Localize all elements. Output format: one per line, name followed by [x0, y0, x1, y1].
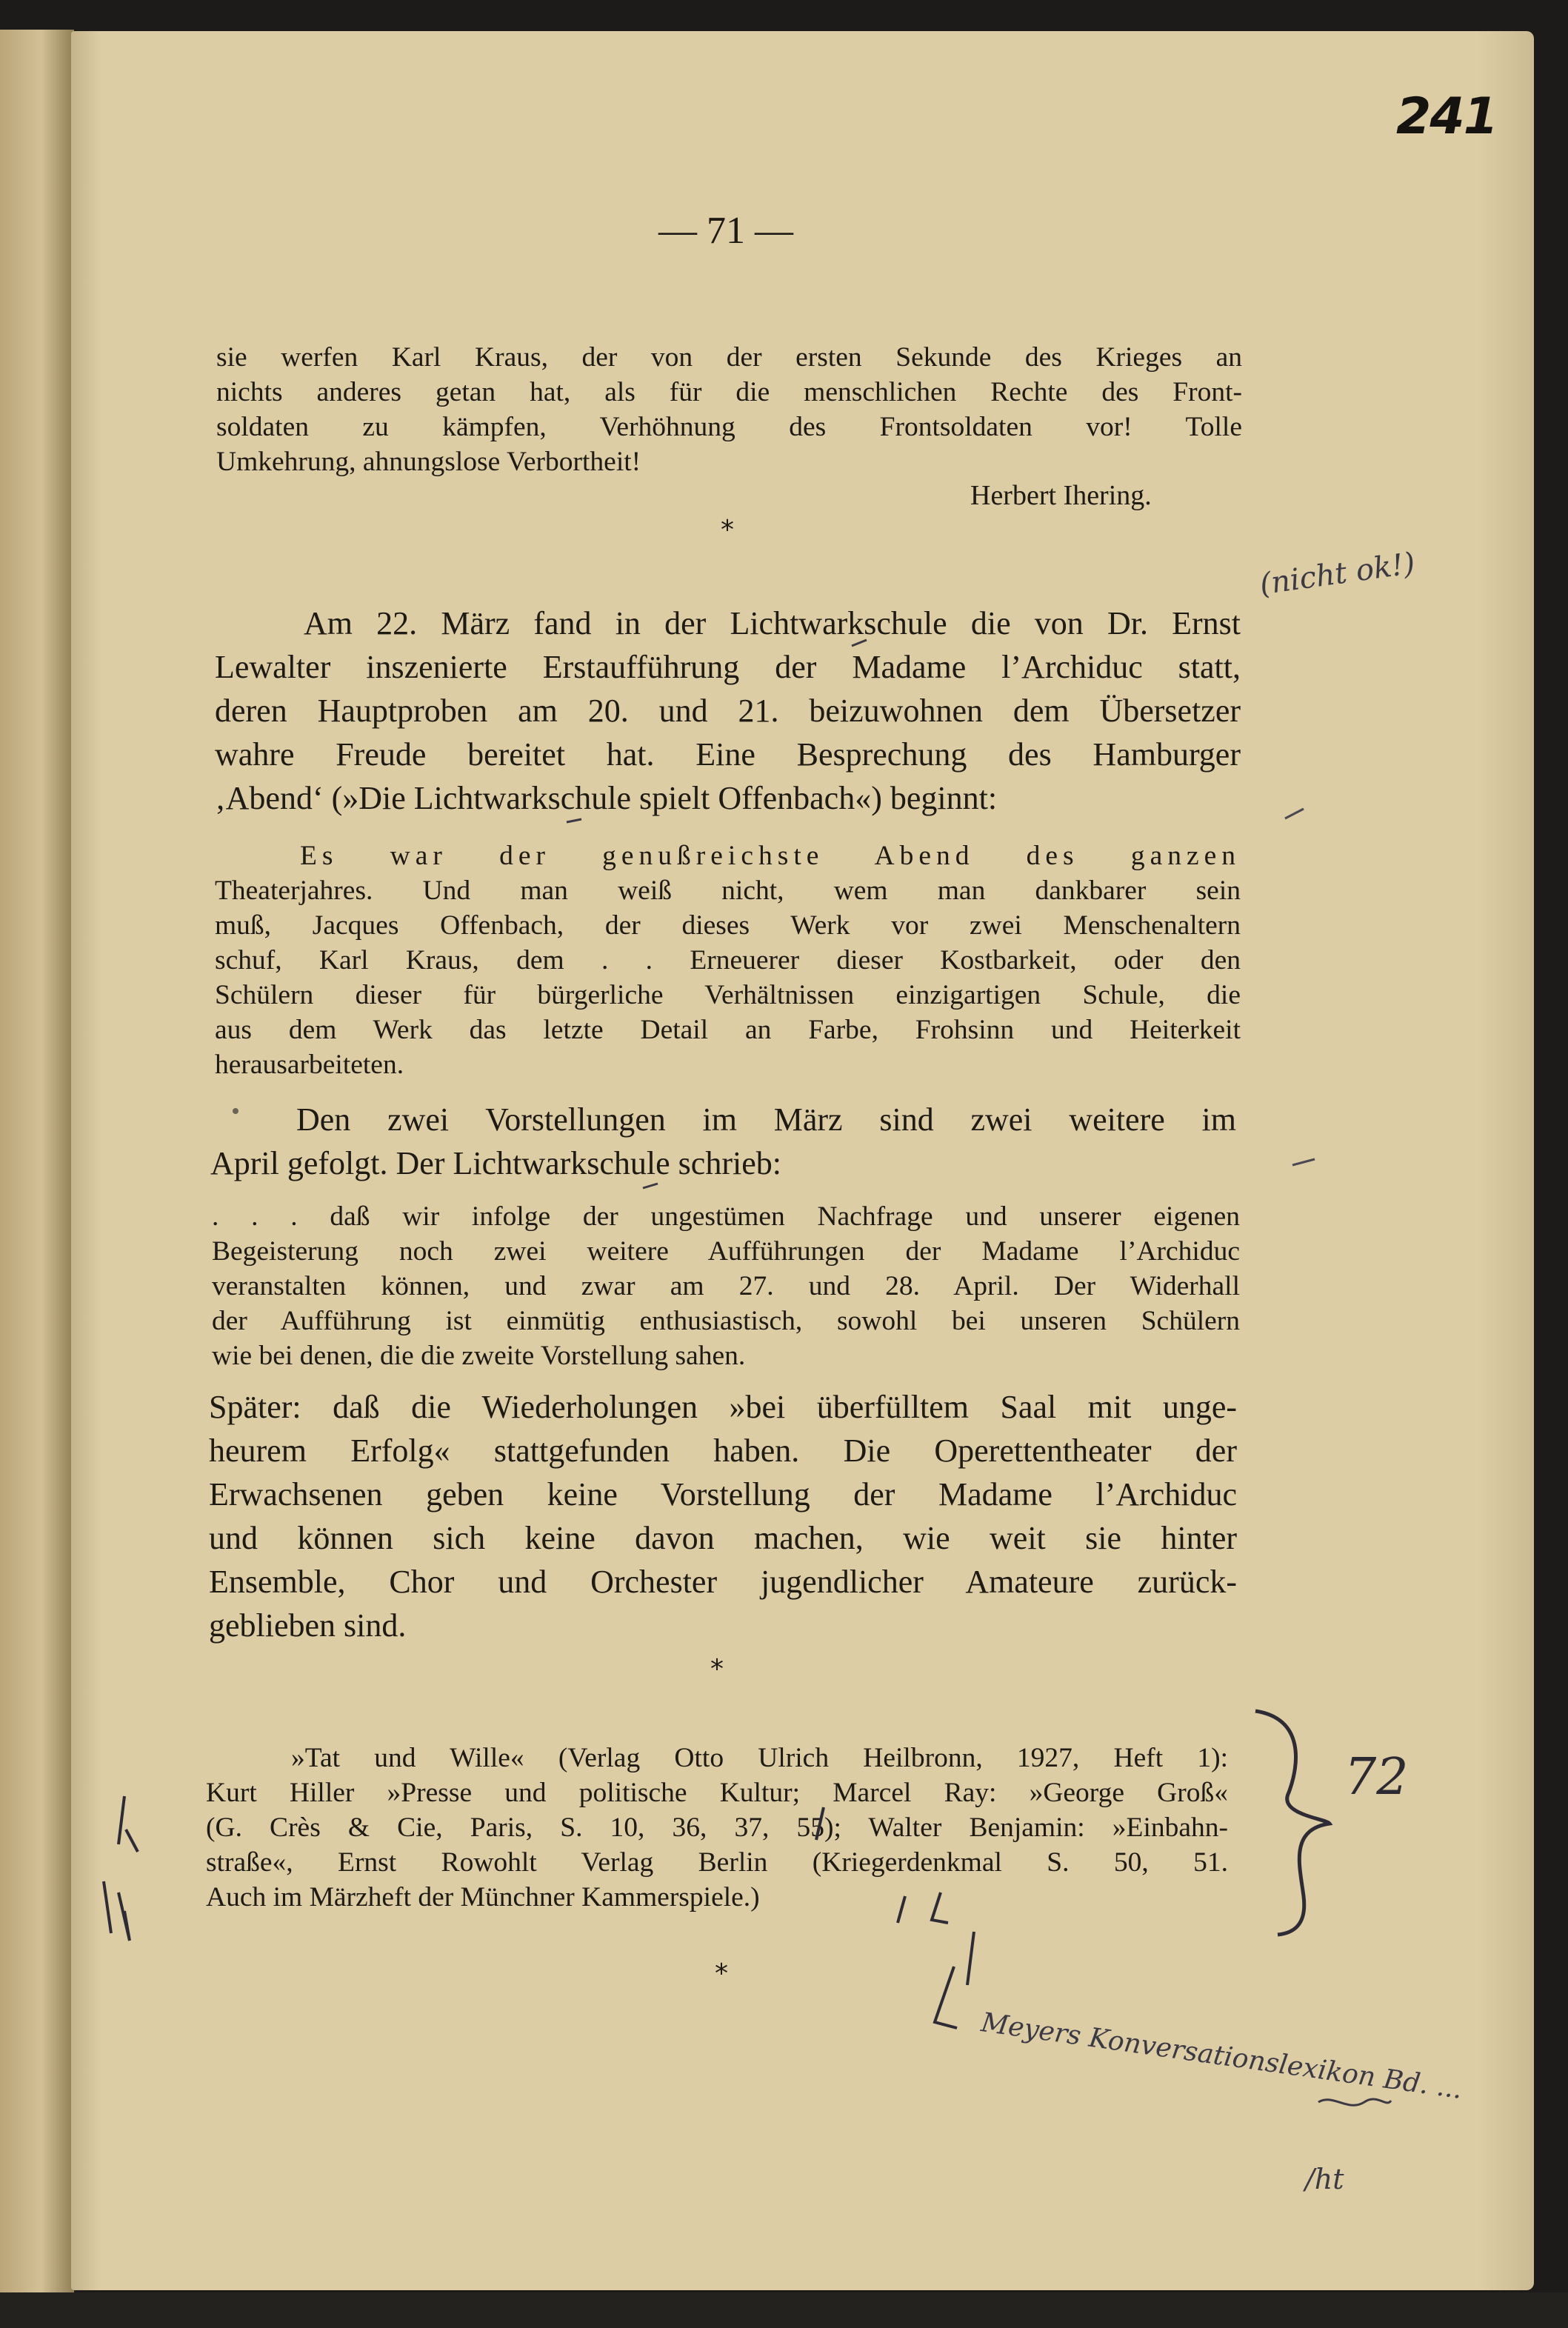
margin-mark	[119, 1796, 138, 1852]
text-line: Begeisterung noch zwei weitere Aufführungen der Madame l’Archiduc	[212, 1236, 1240, 1267]
text-line: Kurt Hiller »Presse und politische Kultur; Marcel Ray: »George Groß«	[206, 1778, 1228, 1808]
text-line: geblieben sind.	[209, 1607, 407, 1644]
curly-bracket-mark	[1255, 1711, 1330, 1935]
signature-herbert-ihering: Herbert Ihering.	[970, 480, 1152, 511]
text-line: herausarbeiteten.	[215, 1050, 404, 1080]
insertion-mark	[852, 640, 867, 646]
margin-tick	[1292, 1159, 1315, 1165]
handwritten-note-bottom: Meyers Konversationslexikon Bd. ...	[979, 2007, 1464, 2106]
text-line: ‚Abend‘ (»Die Lichtwarkschule spielt Offenbach«) beginnt:	[215, 780, 998, 816]
text-line: Den zwei Vorstellungen im März sind zwei weitere im	[296, 1101, 1236, 1138]
text-line: heurem Erfolg« stattgefunden haben. Die Operettentheater der	[209, 1433, 1237, 1469]
text-line: nichts anderes getan hat, als für die menschlichen Rechte des Front-	[216, 377, 1242, 407]
handwritten-bracket-number: 72	[1344, 1748, 1409, 1807]
handwritten-folio-number: 241	[1396, 87, 1497, 146]
margin-tick	[1285, 809, 1304, 818]
text-line: soldaten zu kämpfen, Verhöhnung des Frontsoldaten vor! Tolle	[216, 412, 1242, 442]
handwritten-note-top-right: (nicht ok!)	[1257, 546, 1418, 602]
text-line: »Tat und Wille« (Verlag Otto Ulrich Heilbronn, 1927, Heft 1):	[291, 1743, 1228, 1773]
text-line: Später: daß die Wiederholungen »bei überfülltem Saal mit unge-	[209, 1389, 1237, 1425]
insertion-mark	[567, 819, 581, 822]
page-number: — 71 —	[658, 210, 793, 252]
slash-mark	[898, 1892, 948, 1923]
corner-bracket-mark	[935, 1967, 957, 2028]
handwritten-mark-bottom: /ht	[1305, 2163, 1344, 2195]
text-line: und können sich keine davon machen, wie weit sie hinter	[209, 1520, 1237, 1556]
text-line: wahre Freude bereitet hat. Eine Besprechung des Hamburger	[215, 736, 1241, 773]
text-line: Umkehrung, ahnungslose Verbortheit!	[216, 447, 641, 477]
text-line: muß, Jacques Offenbach, der dieses Werk vor zwei Menschenaltern	[215, 910, 1241, 941]
text-line: April gefolgt. Der Lichtwarkschule schrieb:	[210, 1145, 781, 1181]
slash-mark	[816, 1807, 824, 1840]
text-line: deren Hauptproben am 20. und 21. beizuwohnen dem Übersetzer	[215, 693, 1241, 729]
insertion-mark	[643, 1184, 658, 1188]
text-line: Auch im Märzheft der Münchner Kammerspiele.)	[206, 1882, 760, 1912]
section-separator: *	[721, 515, 734, 545]
text-line: Lewalter inszenierte Erstaufführung der Madame l’Archiduc statt,	[215, 649, 1241, 685]
text-line: Es war der genußreichste Abend des ganzen	[300, 841, 1241, 871]
text-line: . . . daß wir infolge der ungestümen Nachfrage und unserer eigenen	[212, 1201, 1240, 1232]
text-line: Theaterjahres. Und man weiß nicht, wem man dankbarer sein	[215, 875, 1241, 906]
text-line: Am 22. März fand in der Lichtwarkschule die von Dr. Ernst	[304, 605, 1241, 641]
text-line: der Aufführung ist einmütig enthusiastisch, sowohl bei unseren Schülern	[212, 1306, 1240, 1336]
text-line: Erwachsenen geben keine Vorstellung der Madame l’Archiduc	[209, 1476, 1237, 1512]
text-line: sie werfen Karl Kraus, der von der ersten Sekunde des Krieges an	[216, 342, 1242, 373]
text-line: wie bei denen, die die zweite Vorstellung sahen.	[212, 1341, 746, 1371]
text-line: veranstalten können, und zwar am 27. und 28. April. Der Widerhall	[212, 1271, 1240, 1301]
text-line: Schülern dieser für bürgerliche Verhältnissen einzigartigen Schule, die	[215, 980, 1241, 1010]
text-line: Ensemble, Chor und Orchester jugendlicher Amateure zurück-	[209, 1564, 1237, 1600]
text-line: aus dem Werk das letzte Detail an Farbe, Frohsinn und Heiterkeit	[215, 1015, 1241, 1045]
text-line: schuf, Karl Kraus, dem . . Erneuerer dieser Kostbarkeit, oder den	[215, 945, 1241, 975]
section-separator: *	[710, 1654, 724, 1684]
margin-mark	[104, 1881, 130, 1941]
margin-tick	[1318, 2099, 1391, 2105]
text-line: straße«, Ernst Rowohlt Verlag Berlin (Kriegerdenkmal S. 50, 51.	[206, 1847, 1228, 1878]
section-separator: *	[715, 1958, 728, 1989]
vertical-stroke-mark	[967, 1932, 974, 1985]
text-line: (G. Crès & Cie, Paris, S. 10, 36, 37, 55); Walter Benjamin: »Einbahn-	[206, 1812, 1228, 1843]
ink-dot	[233, 1108, 238, 1114]
